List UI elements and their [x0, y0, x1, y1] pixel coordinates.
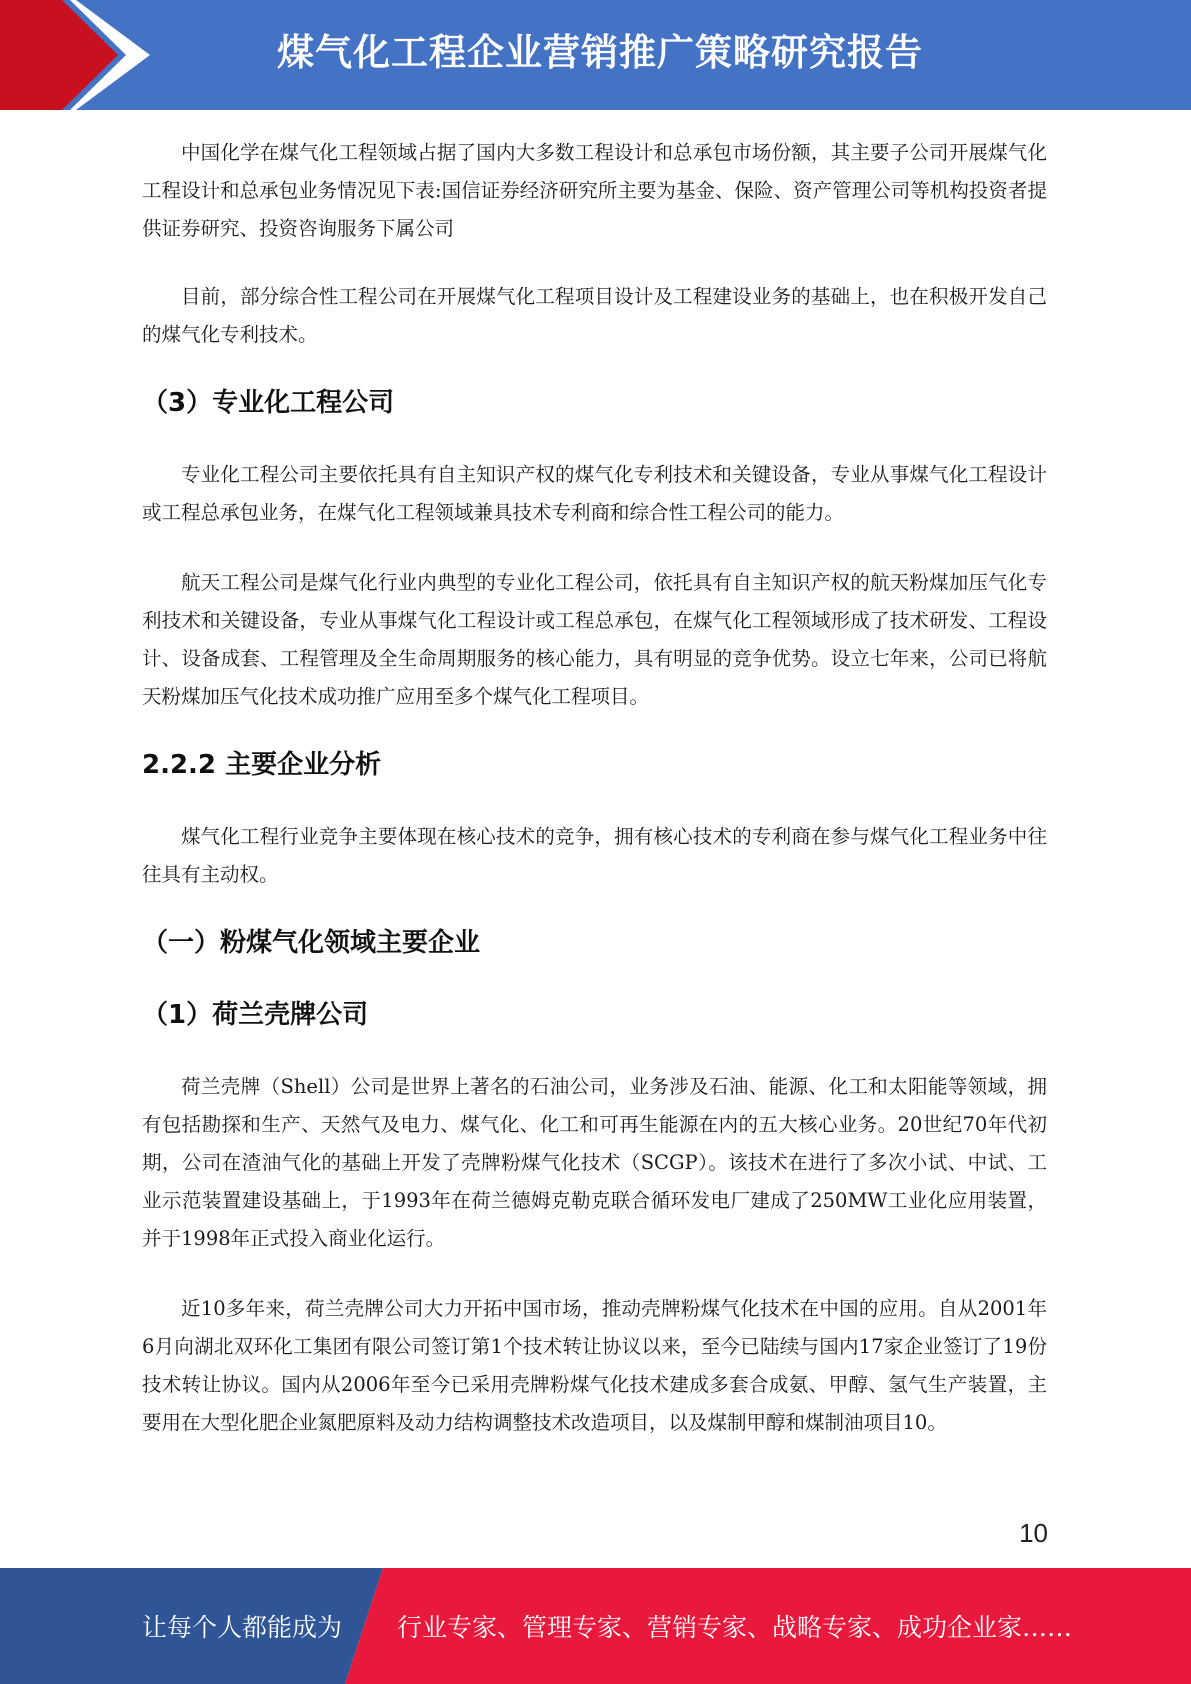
- page-number: 10: [1019, 1518, 1048, 1548]
- heading-pulverized-coal-firms: （一）粉煤气化领域主要企业: [142, 928, 481, 958]
- report-title: 煤气化工程企业营销推广策略研究报告: [277, 31, 923, 74]
- paragraph-shell-intro: [142, 1068, 1047, 1258]
- paragraph-specialized-engineering: [142, 456, 1047, 532]
- paragraph-aerospace-engineering: [142, 564, 1047, 716]
- paragraph-text: 目前，部分综合性工程公司在开展煤气化工程项目设计及工程建设业务的基础上，也在积极开发自己的煤气化专利技术。: [142, 285, 1047, 346]
- paragraph-text: 专业化工程公司主要依托具有自主知识产权的煤气化专利技术和关键设备，专业从事煤气化工程设计或工程总承包业务，在煤气化工程领域兼具技术专利商和综合性工程公司的能力。: [142, 463, 1047, 524]
- paragraph-text: 航天工程公司是煤气化行业内典型的专业化工程公司，依托具有自主知识产权的航天粉煤加压气化专利技术和关键设备，专业从事煤气化工程设计或工程总承包，在煤气化工程领域形成了技术研发、工程设计、设备成套、工程管理及全生命周期服务的核心能力，具有明显的竞争优势。设立七年来，公司已将航天粉煤加压气化技术成功推广应用至多个煤气化工程项目。: [142, 571, 1047, 708]
- footer-slogan-left: 让每个人都能成为: [142, 1613, 343, 1642]
- page-footer: [0, 1568, 1191, 1684]
- paragraph-text: 荷兰壳牌（Shell）公司是世界上著名的石油公司，业务涉及石油、能源、化工和太阳能等领域，拥有包括勘探和生产、天然气及电力、煤气化、化工和可再生能源在内的五大核心业务。20世纪70年代初期，公司在渣油气化的基础上开发了壳牌粉煤气化技术（SCGP）。该技术在进行了多次小试、中试、工业示范装置建设基础上，于1993年在荷兰德姆克勒克联合循环发电厂建成了250MW工业化应用装置，并于1998年正式投入商业化运行。: [142, 1075, 1047, 1250]
- footer-slogan-right: 行业专家、管理专家、营销专家、战略专家、成功企业家……: [397, 1613, 1073, 1642]
- paragraph-china-chemical: [142, 134, 1047, 248]
- paragraph-text: 近10多年来，荷兰壳牌公司大力开拓中国市场，推动壳牌粉煤气化技术在中国的应用。自从2001年6月向湖北双环化工集团有限公司签订第1个技术转让协议以来，至今已陆续与国内17家企业签订了19份技术转让协议。国内从2006年至今已采用壳牌粉煤气化技术建成多套合成氨、甲醇、氢气生产装置，主要用在大型化肥企业氮肥原料及动力结构调整技术改造项目，以及煤制甲醇和煤制油项目10。: [142, 1297, 1047, 1434]
- heading-shell-company: （1）荷兰壳牌公司: [142, 1000, 369, 1030]
- paragraph-shell-china: [142, 1290, 1047, 1442]
- page-header: [0, 0, 1191, 110]
- paragraph-comprehensive-firms: [142, 278, 1047, 354]
- paragraph-text: 中国化学在煤气化工程领域占据了国内大多数工程设计和总承包市场份额，其主要子公司开展煤气化工程设计和总承包业务情况见下表:国信证券经济研究所主要为基金、保险、资产管理公司等机构投资者提供证券研究、投资咨询服务下属公司: [142, 141, 1047, 240]
- section-heading-2-2-2: 2.2.2 主要企业分析: [142, 750, 382, 780]
- heading-specialized-engineering: （3）专业化工程公司: [142, 388, 395, 418]
- header-arrow-decoration: [0, 0, 160, 110]
- paragraph-text: 煤气化工程行业竞争主要体现在核心技术的竞争，拥有核心技术的专利商在参与煤气化工程业务中往往具有主动权。: [142, 825, 1047, 886]
- paragraph-competition: [142, 818, 1047, 894]
